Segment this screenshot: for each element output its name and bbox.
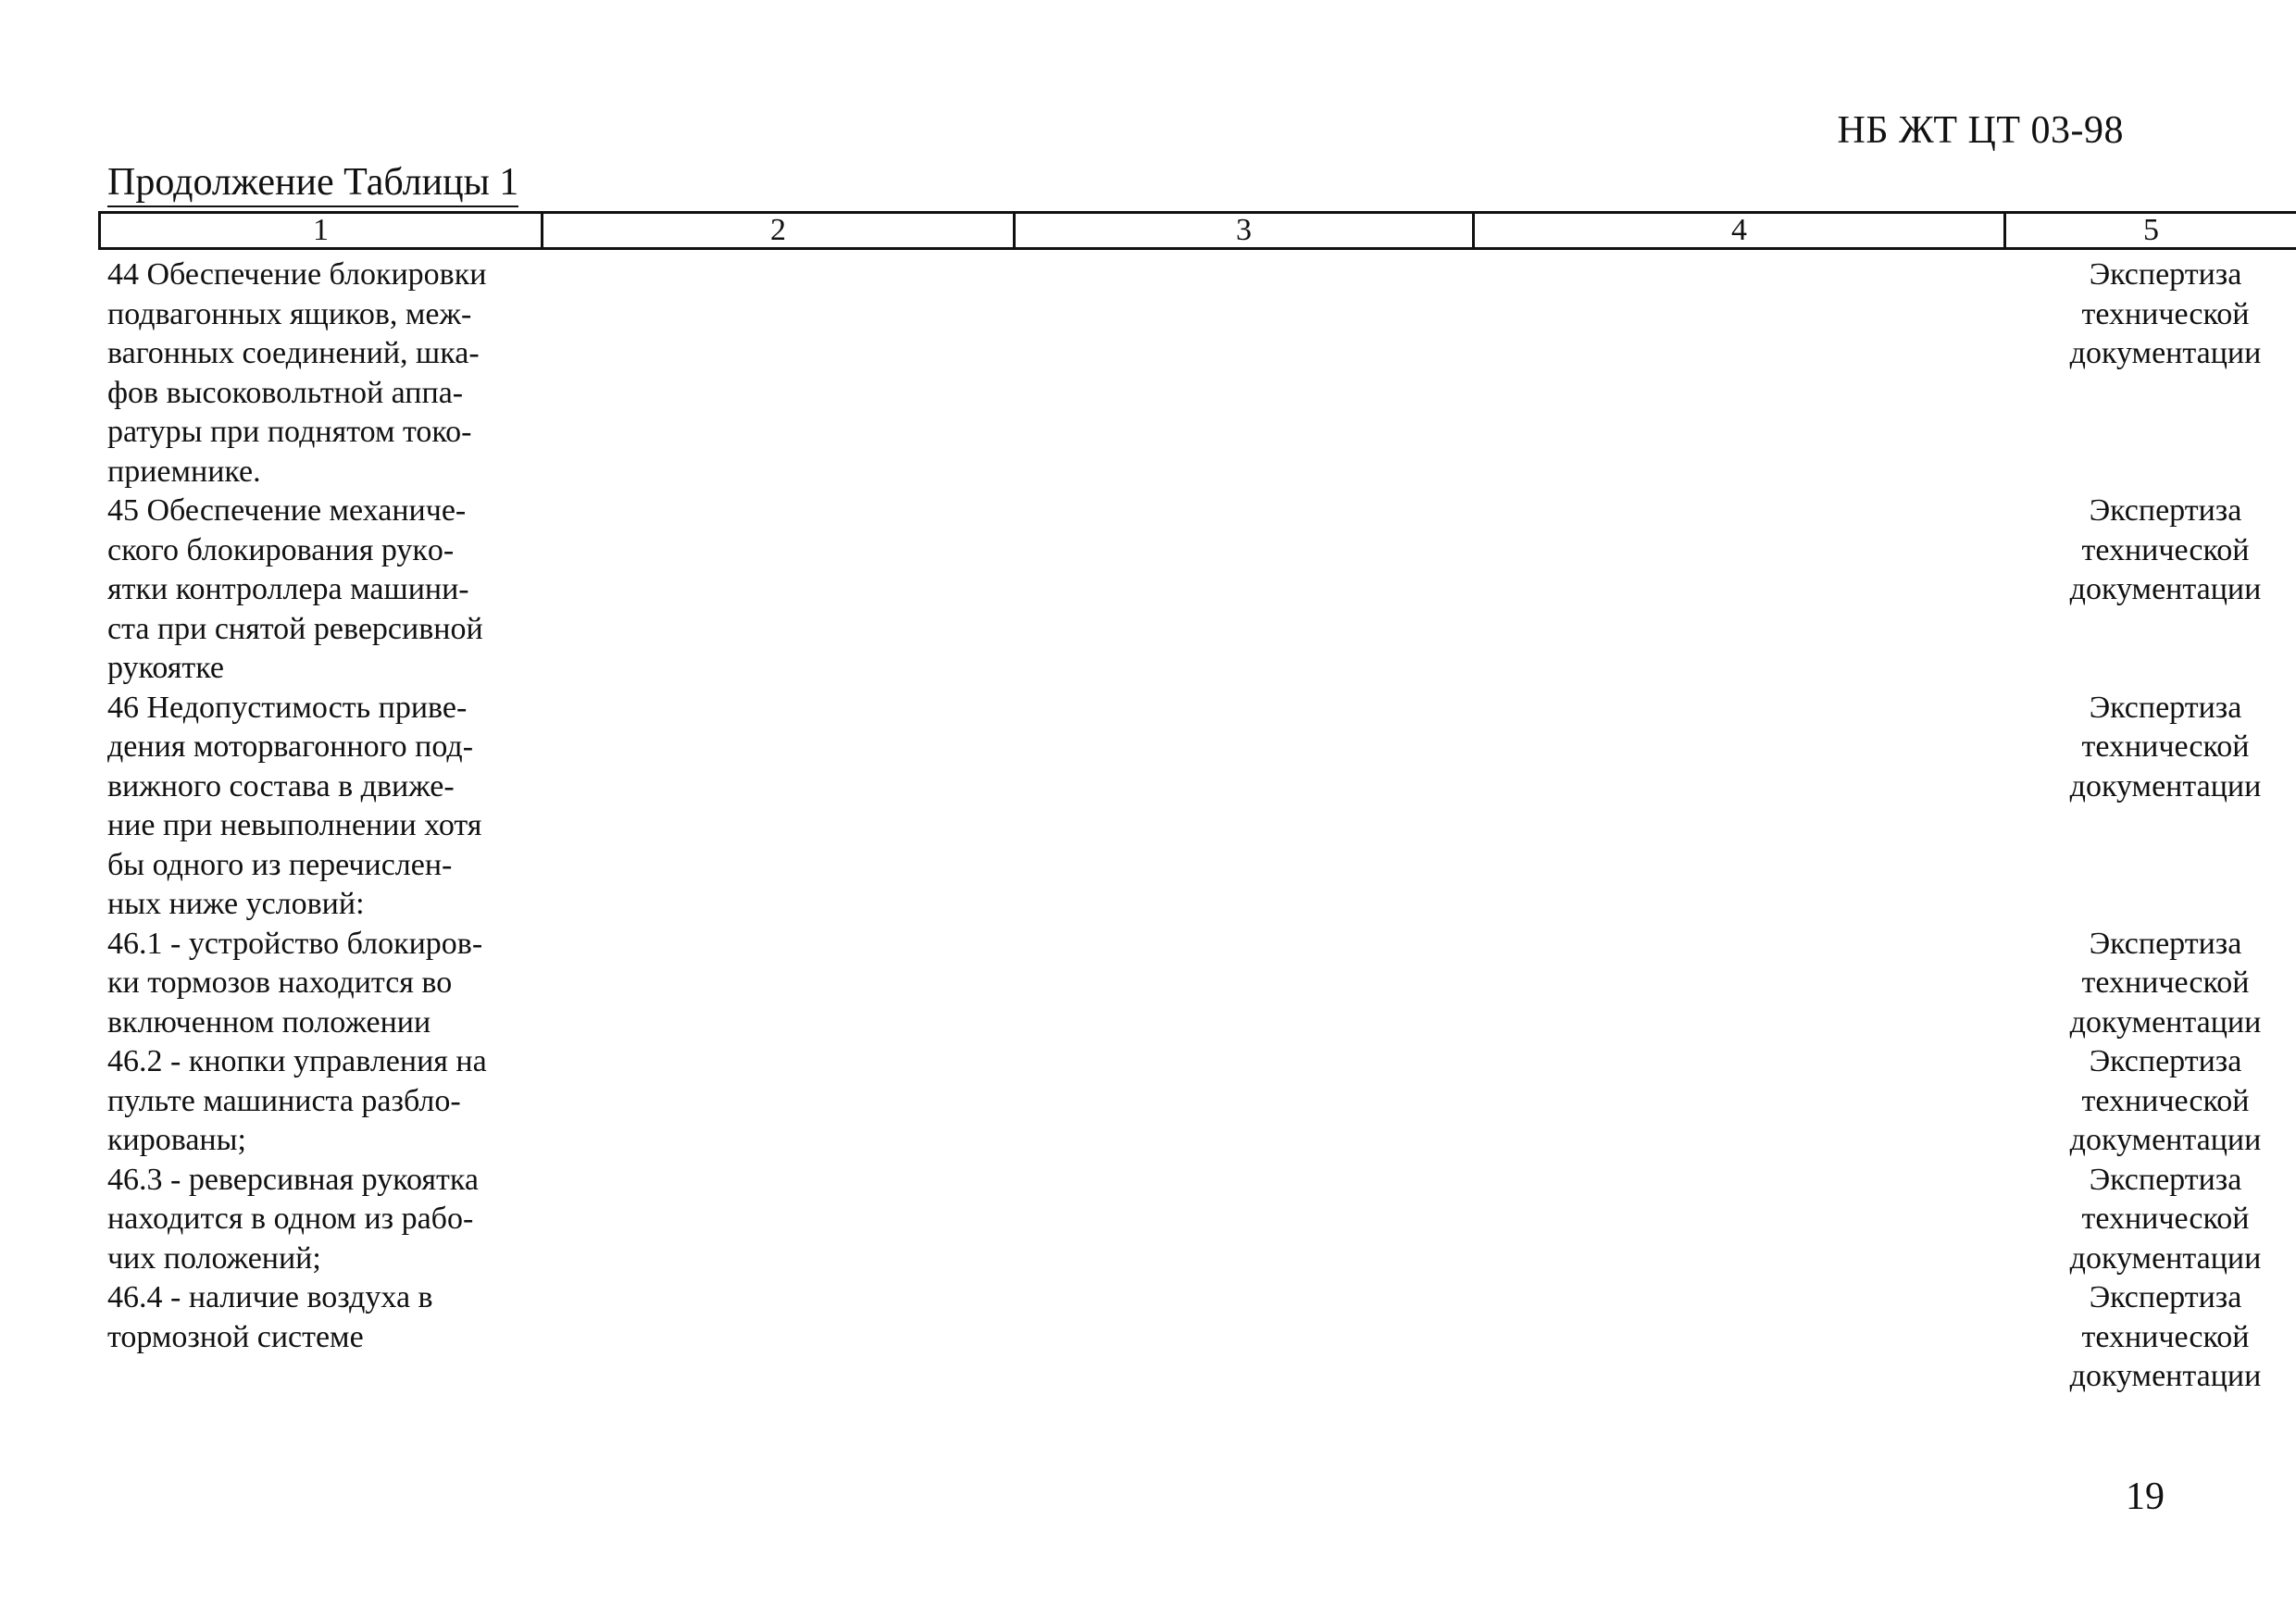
column-header-1: 1 xyxy=(98,214,541,247)
table-header-row xyxy=(98,211,2296,250)
table-row xyxy=(107,492,2296,689)
requirement-text: 46.3 - реверсивная рукоятка находится в одном из рабо- чих положений; xyxy=(107,1162,479,1276)
table-row xyxy=(107,925,2296,1043)
verification-method: Экспертиза технической документации xyxy=(2069,1044,2262,1157)
table-row xyxy=(107,255,2296,492)
verification-method: Экспертиза технической документации xyxy=(2069,493,2262,606)
requirement-text: 45 Обеспечение механиче- ского блокирования рукo- ятки контроллера машини- ста при снятой реверсивной рукоятке xyxy=(107,493,483,685)
requirement-text: 46 Недопустимость приве- дения моторвагонного под- вижного состава в движе- ние при невыполнении хотя бы одного из перечислен- ных ниже условий: xyxy=(107,690,482,921)
table-body xyxy=(107,255,2296,1397)
verification-method: Экспертиза технической документации xyxy=(2069,1280,2262,1393)
requirement-text: 46.4 - наличие воздуха в тормозной системе xyxy=(107,1280,433,1354)
column-header-3: 3 xyxy=(1013,214,1472,247)
verification-method: Экспертиза технической документации xyxy=(2069,257,2262,370)
verification-method: Экспертиза технической документации xyxy=(2069,690,2262,803)
column-header-5: 5 xyxy=(2003,214,2296,247)
table-row xyxy=(107,1278,2296,1397)
verification-method: Экспертиза технической документации xyxy=(2069,1162,2262,1276)
table-row xyxy=(107,1042,2296,1161)
requirement-text: 44 Обеспечение блокировки подвагонных ящиков, меж- вагонных соединений, шка- фов высоковольтной аппа- ратуры при поднятом токо- приемнике. xyxy=(107,257,487,489)
table-row xyxy=(107,689,2296,925)
page-number: 19 xyxy=(2126,1476,2165,1518)
table-caption: Продолжение Таблицы 1 xyxy=(107,163,518,207)
column-header-2: 2 xyxy=(541,214,1013,247)
document-code: НБ ЖТ ЦТ 03-98 xyxy=(1837,109,2124,152)
verification-method: Экспертиза технической документации xyxy=(2069,926,2262,1040)
table-row xyxy=(107,1161,2296,1279)
requirement-text: 46.1 - устройство блокиров- ки тормозов находится во включенном положении xyxy=(107,926,483,1040)
requirement-text: 46.2 - кнопки управления на пульте машиниста разбло- кированы; xyxy=(107,1044,487,1157)
column-header-4: 4 xyxy=(1472,214,2003,247)
